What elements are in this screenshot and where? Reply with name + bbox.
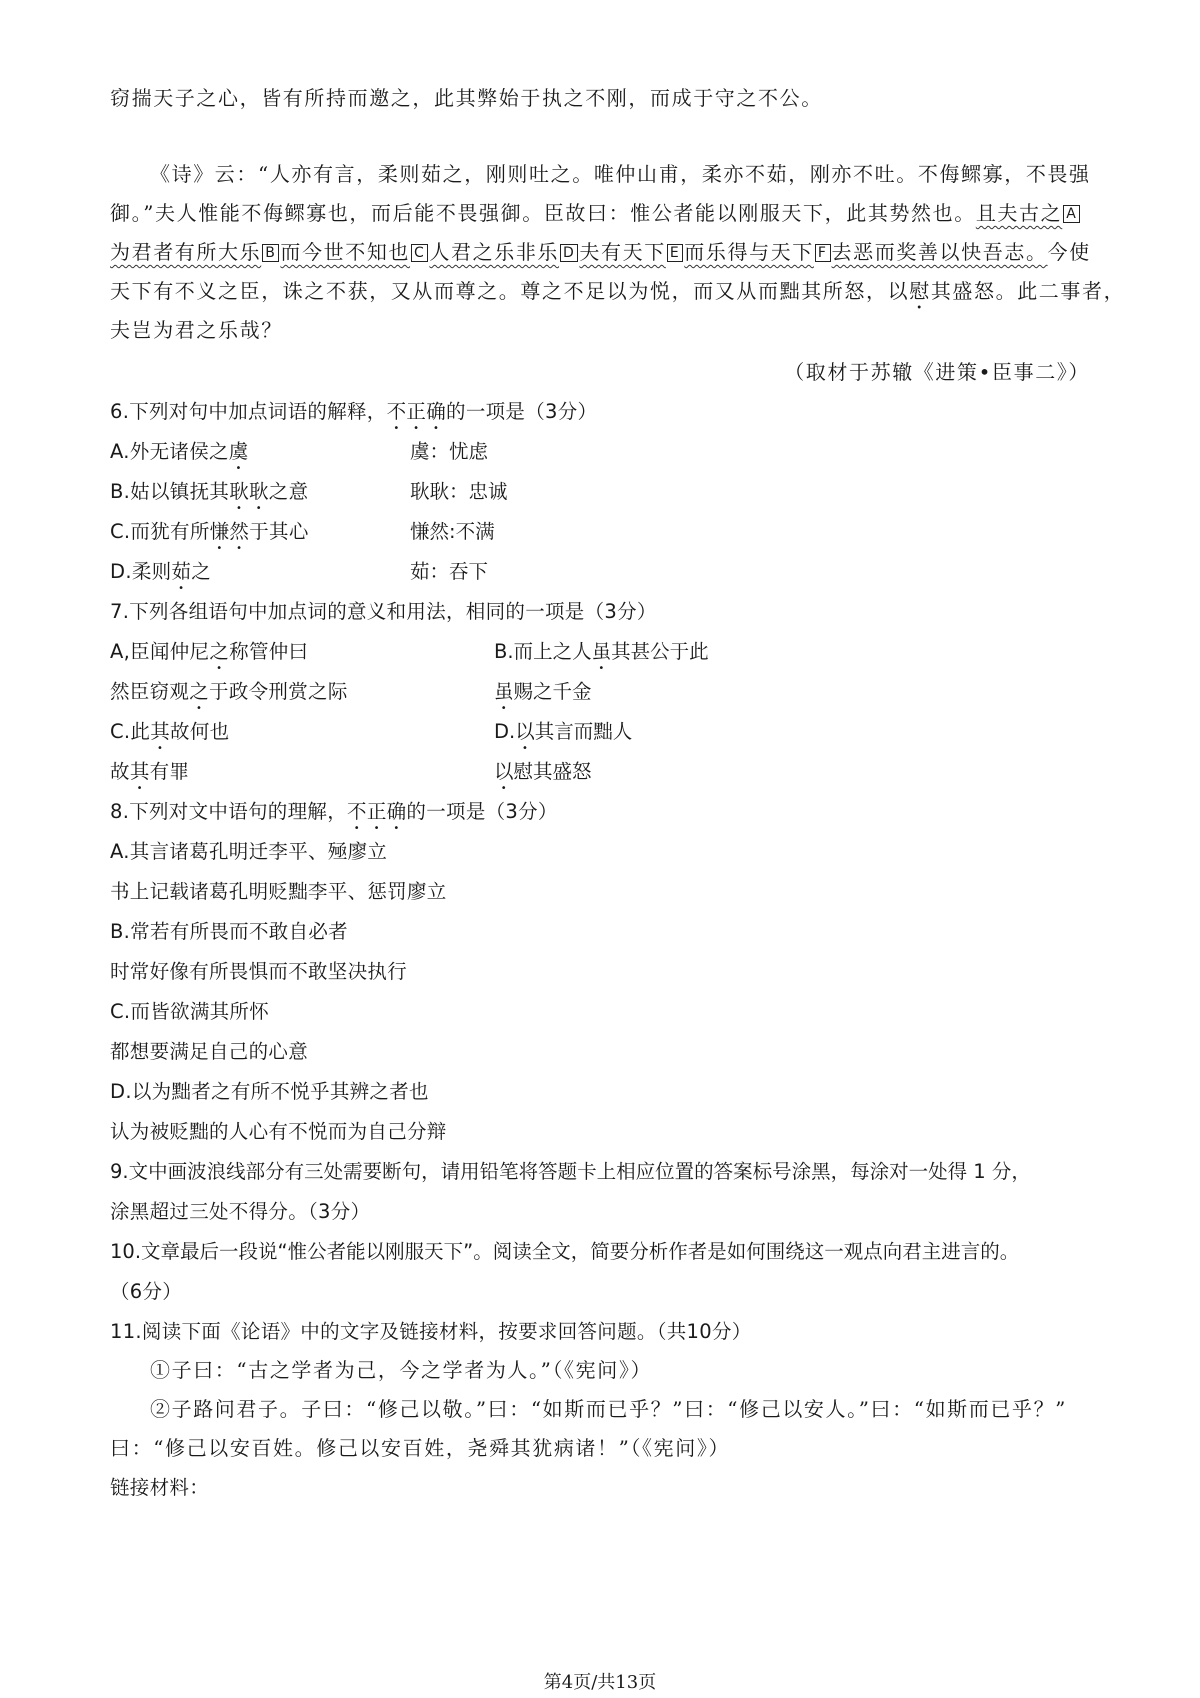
wavy-text: 夫有天下: [579, 240, 666, 264]
question-9-stem: 9.文中画波浪线部分有三处需要断句，请用铅笔将答题卡上相应位置的答案标号涂黑，每涂对一处得 1 分，: [110, 1160, 1031, 1183]
answer-box-f: F: [815, 244, 831, 262]
option-text: B.而上之人: [494, 640, 592, 663]
q8-option-b: B.常若有所畏而不敢自必者: [110, 920, 348, 943]
passage-line: [110, 277, 1125, 314]
wavy-text: 人君之乐非乐: [429, 240, 560, 264]
option-text: 之: [191, 560, 212, 583]
emphasis-word: 不正确: [386, 400, 447, 423]
question-9-stem-cont: 涂黑超过三处不得分。（3分）: [110, 1200, 371, 1223]
q6-option-b: [110, 478, 308, 514]
answer-box-d: D: [560, 244, 578, 262]
passage-text: 天下有不义之臣，诛之不获，又从而尊之。尊之不足以为悦，而又从而黜其所怒，以: [110, 279, 910, 303]
q7-option-a2: [110, 678, 348, 714]
q6-gloss-a: 虞：忧虑: [410, 440, 489, 463]
dotted-word: 以: [494, 760, 514, 783]
q8-option-c: C.而皆欲满其所怀: [110, 1000, 270, 1023]
q8-translation-d: 认为被贬黜的人心有不悦而为自己分辩: [110, 1120, 447, 1143]
dotted-word: 其: [129, 760, 150, 783]
option-text: 于政令刑赏之际: [209, 680, 348, 703]
source-citation: （取材于苏辙《进策•臣事二》）: [784, 360, 1090, 384]
question-7-stem: 7.下列各组语句中加点词的意义和用法，相同的一项是（3分）: [110, 600, 657, 623]
q8-translation-c: 都想要满足自己的心意: [110, 1040, 309, 1063]
dotted-word: 虞: [228, 440, 249, 463]
option-text: 然臣窃观: [110, 680, 190, 703]
link-material-label: 链接材料：: [110, 1476, 210, 1499]
answer-box-c: C: [411, 244, 428, 262]
q7-option-c1: [110, 718, 229, 754]
passage-text: 今使: [1047, 240, 1091, 264]
dotted-word: 耿耿: [229, 480, 269, 503]
option-text: 于其心: [249, 520, 309, 543]
q8-translation-a: 书上记载诸葛孔明贬黜李平、惩罚廖立: [110, 880, 447, 903]
passage-line: [110, 238, 1091, 266]
question-8-stem: [110, 798, 558, 834]
option-text: C.而犹有所: [110, 520, 210, 543]
wavy-text: 而今世不知也: [280, 240, 411, 264]
q6-option-a: [110, 438, 249, 474]
option-text: C.此: [110, 720, 151, 743]
q8-translation-b: 时常好像有所畏惧而不敢坚决执行: [110, 960, 408, 983]
lunyu-item-1: ①子曰：“古之学者为己，今之学者为人。”（《宪问》）: [150, 1358, 653, 1382]
q8-option-d: D.以为黜者之有所不悦乎其辨之者也: [110, 1080, 429, 1103]
question-11-stem: 11.阅读下面《论语》中的文字及链接材料，按要求回答问题。（共10分）: [110, 1320, 752, 1343]
answer-box-b: B: [262, 244, 279, 262]
question-6-stem: [110, 398, 597, 434]
wavy-segment: 且夫古之: [975, 201, 1063, 225]
option-text: 慰其盛怒: [513, 760, 592, 783]
dotted-word: 虽: [591, 640, 612, 663]
wavy-text: 为君者有所大乐: [110, 240, 262, 264]
dotted-word: 慊然: [209, 520, 250, 543]
option-text: 有罪: [149, 760, 190, 783]
option-text: 故: [110, 760, 130, 783]
stem-text: 的一项是（3分）: [446, 400, 598, 423]
option-text: 称管仲曰: [229, 640, 309, 663]
passage-line: 窃揣天子之心，皆有所持而邀之，此其弊始于执之不刚，而成于守之不公。: [110, 86, 823, 110]
q6-option-c: [110, 518, 309, 554]
emphasis-word: 不正确: [347, 800, 407, 823]
option-text: 其言而黜人: [534, 720, 633, 743]
q8-option-a: A.其言诸葛孔明迁李平、殛廖立: [110, 840, 388, 863]
question-10-stem: 10.文章最后一段说“惟公者能以刚服天下”。阅读全文，简要分析作者是如何围绕这一观点向君主进言的。: [110, 1240, 1020, 1263]
option-text: A,臣闻仲尼: [110, 640, 210, 663]
wavy-segment: [110, 240, 1048, 264]
dotted-word: 之: [209, 640, 230, 663]
wavy-text: 而乐得与天下: [684, 240, 814, 264]
dotted-word: 其: [150, 720, 171, 743]
dotted-word: 慰: [909, 279, 931, 303]
q7-option-d1: [494, 718, 632, 754]
option-text: B.姑以镇抚其: [110, 480, 230, 503]
q7-option-b2: [494, 678, 592, 714]
dotted-word: 以: [515, 720, 535, 743]
q7-option-d2: [494, 758, 592, 794]
passage-line: 夫岂为君之乐哉？: [110, 318, 283, 342]
option-text: 其甚公于此: [611, 640, 709, 663]
answer-box-a: A: [1063, 205, 1080, 223]
option-text: 故何也: [170, 720, 230, 743]
q6-gloss-b: 耿耿：忠诚: [410, 480, 508, 503]
q6-option-d: [110, 558, 211, 594]
dotted-word: 茹: [171, 560, 192, 583]
dotted-word: 虽: [494, 680, 514, 703]
dotted-word: 之: [189, 680, 210, 703]
option-text: 之意: [268, 480, 309, 503]
option-text: D.: [494, 720, 516, 743]
question-10-score: （6分）: [110, 1280, 183, 1303]
q7-option-c2: [110, 758, 189, 794]
passage-text: 御。”夫人惟能不侮鳏寡也，而后能不畏强御。臣故曰：惟公者能以刚服天下，此其势然也。: [110, 201, 976, 225]
q7-option-b1: [494, 638, 709, 674]
option-text: A.外无诸侯之: [110, 440, 229, 463]
option-text: D.柔则: [110, 560, 172, 583]
page-number: 第4页/共13页: [543, 1672, 657, 1693]
passage-line: 《诗》云：“人亦有言，柔则茹之，刚则吐之。唯仲山甫，柔亦不茹，刚亦不吐。不侮鳏寡，不畏强: [150, 162, 1091, 186]
passage-text: 其盛怒。此二事者，: [930, 279, 1126, 303]
wavy-text: 去恶而奖善以快吾志。: [831, 240, 1048, 264]
q7-option-a1: [110, 638, 308, 674]
option-text: 赐之千金: [513, 680, 592, 703]
q6-gloss-d: 茹：吞下: [410, 560, 489, 583]
passage-line: [110, 199, 1081, 227]
lunyu-item-2: ②子路问君子。子曰：“修己以敬。”曰：“如斯而已乎？”曰：“修己以安人。”曰：“如斯而已乎？”: [150, 1397, 1067, 1421]
answer-box-e: E: [667, 244, 683, 262]
lunyu-item-2-cont: 曰：“修己以安百姓。修己以安百姓，尧舜其犹病诸！”（《宪问》）: [110, 1436, 731, 1460]
stem-text: 8.下列对文中语句的理解，: [110, 800, 348, 823]
stem-text: 6.下列对句中加点词语的解释，: [110, 400, 387, 423]
q6-gloss-c: 慊然:不满: [410, 520, 495, 543]
stem-text: 的一项是（3分）: [406, 800, 558, 823]
